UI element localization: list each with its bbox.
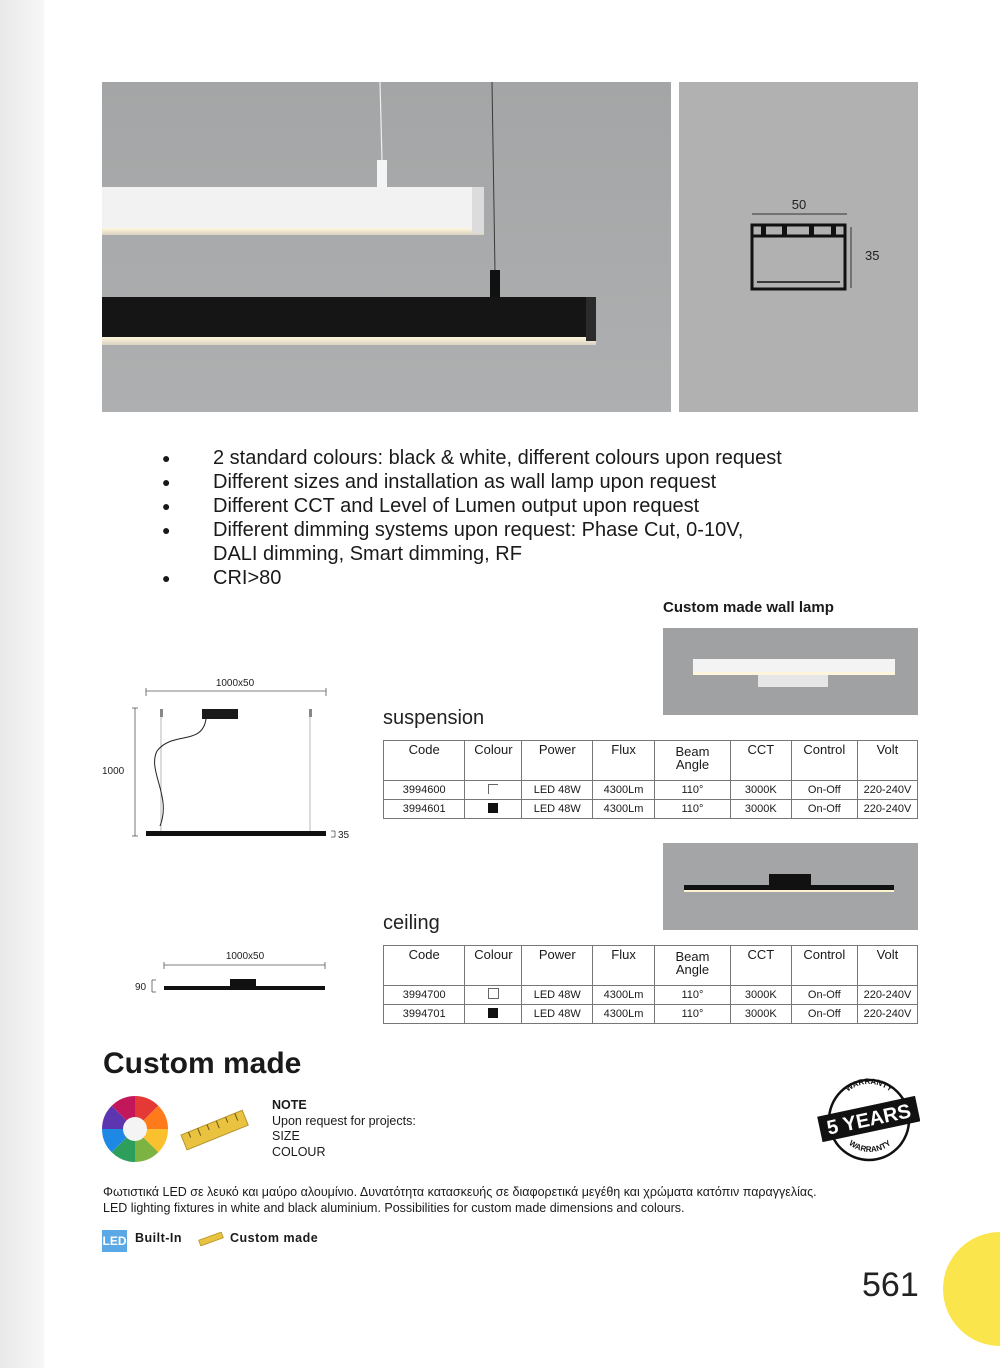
profile-width: 50 xyxy=(791,197,807,212)
note-block xyxy=(272,1098,416,1160)
wall-lamp-image xyxy=(663,628,918,715)
bullet: ● xyxy=(162,450,171,466)
ceiling-label: ceiling xyxy=(383,912,440,934)
feature-item: ● Different dimming systems upon request: Phase Cut, 0-10V, xyxy=(162,519,744,541)
col-colour: Colour xyxy=(465,946,522,986)
wall-lamp-title: Custom made wall lamp xyxy=(663,599,834,616)
feature-item: ● CRI>80 xyxy=(162,567,282,589)
feature-item-continued: DALI dimming, Smart dimming, RF xyxy=(213,543,522,565)
col-volt: Volt xyxy=(857,946,917,986)
svg-text:WARRANTY xyxy=(844,1077,895,1094)
cell-code: 3994601 xyxy=(384,800,465,819)
feature-item: ● Different CCT and Level of Lumen output upon request xyxy=(162,495,700,517)
pendant-lights-image xyxy=(102,82,671,412)
suspension-height-dim: 1000 xyxy=(102,766,125,777)
col-cct: CCT xyxy=(730,741,791,781)
col-code: Code xyxy=(384,946,465,986)
note-line: Upon request for projects: xyxy=(272,1113,416,1128)
table-header-row xyxy=(384,946,918,986)
col-code: Code xyxy=(384,741,465,781)
cell-cct: 3000K xyxy=(730,781,791,800)
cell-code: 3994701 xyxy=(384,1005,465,1024)
cell-volt: 220-240V xyxy=(857,800,917,819)
table-row xyxy=(384,800,918,819)
col-beam-angle: Beam Angle xyxy=(655,741,731,781)
col-control: Control xyxy=(791,946,857,986)
suspension-spec-table xyxy=(383,740,918,819)
cell-flux: 4300Lm xyxy=(593,781,655,800)
product-photo xyxy=(102,82,671,412)
tape-measure-icon xyxy=(180,1104,250,1158)
cell-power: LED 48W xyxy=(522,781,593,800)
colour-black-swatch xyxy=(465,1005,522,1024)
suspension-profile-dim: 35 xyxy=(338,830,350,841)
warranty-main-text: 5 YEARS xyxy=(825,1100,913,1140)
cell-flux: 4300Lm xyxy=(593,800,655,819)
custom-made-label: Custom made xyxy=(230,1231,319,1245)
cell-power: LED 48W xyxy=(522,986,593,1005)
feature-item: ● 2 standard colours: black & white, different colours upon request xyxy=(162,447,782,469)
product-description xyxy=(103,1184,933,1216)
tape-small-icon xyxy=(198,1232,224,1246)
note-title: NOTE xyxy=(272,1098,307,1112)
bullet: ● xyxy=(162,522,171,538)
note-line: COLOUR xyxy=(272,1144,326,1159)
warranty-badge xyxy=(816,1075,920,1165)
cell-control: On-Off xyxy=(791,800,857,819)
cell-power: LED 48W xyxy=(522,1005,593,1024)
suspension-width-dim: 1000x50 xyxy=(215,678,255,689)
profile-diagram xyxy=(679,82,918,412)
col-beam-angle: Beam Angle xyxy=(655,946,731,986)
table-row xyxy=(384,986,918,1005)
ceiling-dimension-drawing xyxy=(130,948,330,998)
col-power: Power xyxy=(522,946,593,986)
colour-black-swatch xyxy=(465,800,522,819)
cell-beam: 110° xyxy=(655,800,731,819)
table-row xyxy=(384,1005,918,1024)
ceiling-height-dim: 90 xyxy=(135,982,147,993)
col-power: Power xyxy=(522,741,593,781)
table-header-row xyxy=(384,741,918,781)
cell-control: On-Off xyxy=(791,986,857,1005)
ceiling-spec-table xyxy=(383,945,918,1024)
col-flux: Flux xyxy=(593,946,655,986)
bullet: ● xyxy=(162,474,171,490)
cell-volt: 220-240V xyxy=(857,781,917,800)
note-line: SIZE xyxy=(272,1129,300,1143)
ceiling-lamp-image xyxy=(663,843,918,930)
colour-wheel-icon xyxy=(102,1096,168,1162)
feature-list xyxy=(160,446,880,590)
cell-cct: 3000K xyxy=(730,800,791,819)
cell-beam: 110° xyxy=(655,781,731,800)
cell-flux: 4300Lm xyxy=(593,986,655,1005)
cell-beam: 110° xyxy=(655,986,731,1005)
col-control: Control xyxy=(791,741,857,781)
cell-volt: 220-240V xyxy=(857,986,917,1005)
suspension-dimension-drawing xyxy=(102,676,362,846)
colour-white-swatch xyxy=(465,986,522,1005)
cell-code: 3994600 xyxy=(384,781,465,800)
ceiling-drawing xyxy=(130,948,330,998)
description-greek: Φωτιστικά LED σε λευκό και μαύρο αλουμίνιο. Δυνατότητα κατασκευής σε διαφορετικά μεγέθη και χρώματα κατόπιν παραγγελίας. xyxy=(103,1185,817,1199)
ceiling-width-dim: 1000x50 xyxy=(225,951,265,962)
profile-cross-section xyxy=(679,82,918,412)
page-number: 561 xyxy=(862,1266,919,1304)
col-flux: Flux xyxy=(593,741,655,781)
description-english: LED lighting fixtures in white and black aluminium. Possibilities for custom made dimensions and colours. xyxy=(103,1201,685,1215)
warranty-stamp-icon xyxy=(816,1075,920,1165)
warranty-top-text: WARRANTY xyxy=(843,1076,895,1094)
bullet: ● xyxy=(162,570,171,586)
feature-item: ● Different sizes and installation as wall lamp upon request xyxy=(162,471,717,493)
svg-text:WARRANTY xyxy=(847,1138,893,1154)
cell-control: On-Off xyxy=(791,781,857,800)
col-cct: CCT xyxy=(730,946,791,986)
bullet: ● xyxy=(162,498,171,514)
cell-power: LED 48W xyxy=(522,800,593,819)
col-volt: Volt xyxy=(857,741,917,781)
col-colour: Colour xyxy=(465,741,522,781)
cell-cct: 3000K xyxy=(730,986,791,1005)
page-edge-band xyxy=(0,0,44,1368)
custom-made-title: Custom made xyxy=(103,1047,302,1080)
cell-volt: 220-240V xyxy=(857,1005,917,1024)
built-in-label: Built-In xyxy=(135,1231,183,1245)
suspension-drawing xyxy=(102,676,362,846)
cell-control: On-Off xyxy=(791,1005,857,1024)
led-badge-icon: LED xyxy=(102,1230,127,1252)
table-row xyxy=(384,781,918,800)
colour-white-swatch xyxy=(465,781,522,800)
wall-lamp-photo xyxy=(663,628,918,715)
profile-height: 35 xyxy=(865,248,880,263)
cell-flux: 4300Lm xyxy=(593,1005,655,1024)
cell-beam: 110° xyxy=(655,1005,731,1024)
page-tab-circle xyxy=(943,1232,1000,1346)
ceiling-lamp-photo xyxy=(663,843,918,930)
cell-cct: 3000K xyxy=(730,1005,791,1024)
cell-code: 3994700 xyxy=(384,986,465,1005)
warranty-bottom-text: WARRANTY xyxy=(847,1138,893,1155)
suspension-label: suspension xyxy=(383,707,485,729)
